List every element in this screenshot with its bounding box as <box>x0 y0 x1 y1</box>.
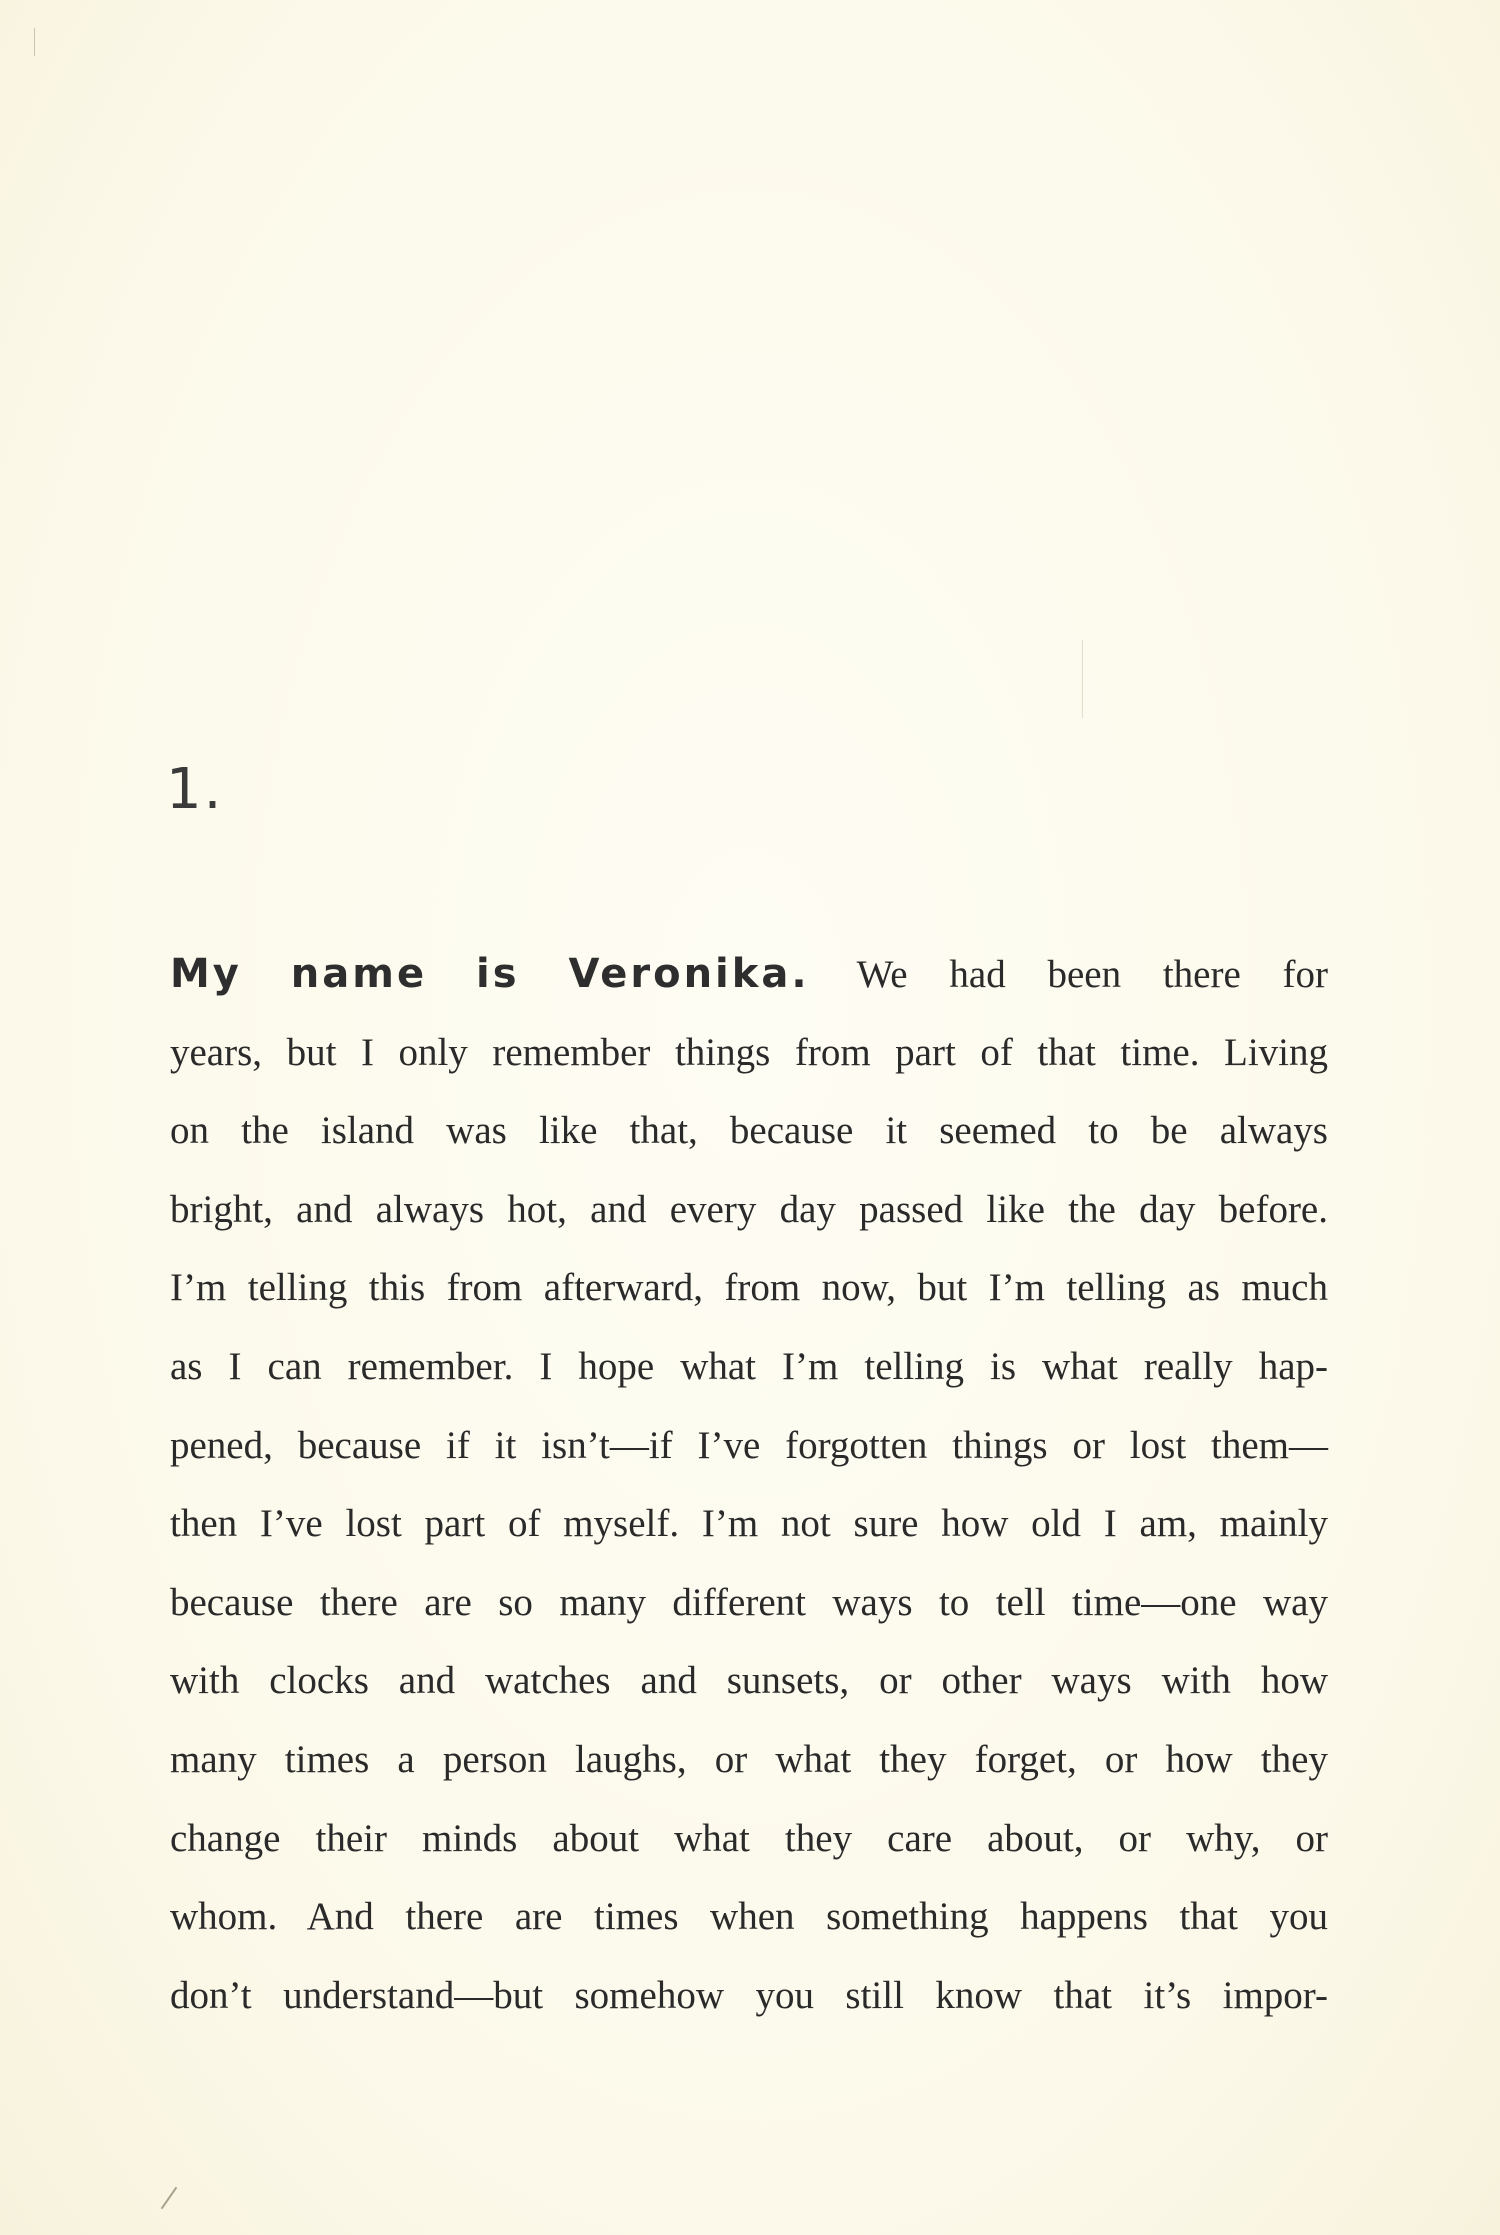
text-line: pened, because if it isn’t—if I’ve forgotten things or lost them— <box>170 1423 1328 1467</box>
text-line: with clocks and watches and sunsets, or other ways with how <box>170 1659 1328 1703</box>
scan-mark <box>161 2187 178 2209</box>
text-line: then I’ve lost part of myself. I’m not sure how old I am, mainly <box>170 1502 1328 1546</box>
text-line: as I can remember. I hope what I’m telling is what really hap- <box>170 1344 1328 1388</box>
text-line: don’t understand—but somehow you still know that it’s impor- <box>170 1973 1328 2017</box>
chapter-body <box>170 935 1328 2035</box>
text-line: change their minds about what they care about, or why, or <box>170 1816 1328 1860</box>
first-line-text: We had been there for <box>856 953 1328 996</box>
text-line: years, but I only remember things from part of that time. Living <box>170 1030 1328 1074</box>
scan-mark <box>34 28 35 56</box>
chapter-lead-in: My name is Veronika. <box>170 951 810 997</box>
text-line-first <box>170 935 1328 1014</box>
text-line: on the island was like that, because it seemed to be always <box>170 1109 1328 1153</box>
scan-mark <box>1082 640 1083 718</box>
text-line: many times a person laughs, or what they forget, or how they <box>170 1737 1328 1781</box>
text-line: because there are so many different ways to tell time—one way <box>170 1580 1328 1624</box>
text-line: whom. And there are times when something happens that you <box>170 1895 1328 1939</box>
chapter-number: 1. <box>166 757 224 822</box>
text-line: bright, and always hot, and every day passed like the day before. <box>170 1187 1328 1231</box>
text-line: I’m telling this from afterward, from now, but I’m telling as much <box>170 1266 1328 1310</box>
